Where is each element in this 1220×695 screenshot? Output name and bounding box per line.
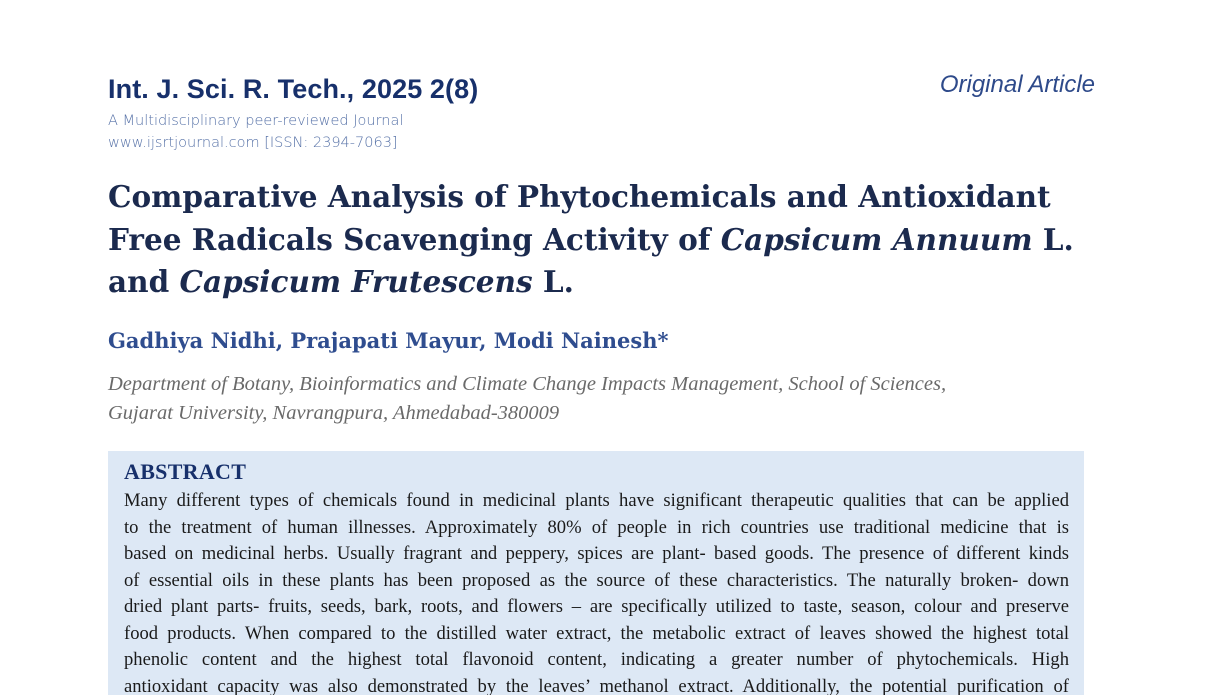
abstract-line: phenolic content and the highest total flavonoid content, indicating a greater number of phytochemicals. High	[124, 649, 1069, 670]
abstract-box	[108, 451, 1084, 695]
title-line-1: Comparative Analysis of Phytochemicals and Antioxidant	[108, 179, 1051, 214]
article-type-label: Original Article	[939, 71, 1095, 98]
abstract-line: of essential oils in these plants has been proposed as the source of these characteristics. The naturally broken- down	[124, 569, 1069, 591]
title-line-2	[108, 219, 1108, 262]
abstract-line: dried plant parts- fruits, seeds, bark, roots, and flowers – are specifically utilized to taste, season, colour and preserve	[124, 596, 1069, 617]
authors: Gadhiya Nidhi, Prajapati Mayur, Modi Nainesh*	[108, 328, 669, 353]
species-name-annuum: Capsicum Annuum	[720, 221, 1033, 257]
abstract-heading: ABSTRACT	[124, 459, 247, 484]
journal-website[interactable]: www.ijsrtjournal.com [ISSN: 2394-7063]	[108, 135, 398, 151]
journal-subtitle: A Multidisciplinary peer-reviewed Journal	[108, 113, 404, 129]
title-line-2-prefix: Free Radicals Scavenging Activity of	[108, 221, 721, 257]
abstract-line: Many different types of chemicals found in medicinal plants have significant therapeutic qualities that can be applied	[124, 490, 1069, 511]
paper-title	[108, 176, 1108, 304]
abstract-body	[124, 488, 1069, 695]
abstract-line: to the treatment of human illnesses. Approximately 80% of people in rich countries use traditional medicine that is	[124, 516, 1069, 538]
species-name-frutescens: Capsicum Frutescens	[179, 264, 533, 299]
title-line-3-suffix: L.	[532, 264, 574, 299]
affiliation	[108, 370, 1068, 427]
affiliation-line-1: Department of Botany, Bioinformatics and Climate Change Impacts Management, School of Sciences,	[108, 373, 947, 395]
abstract-line: food products. When compared to the distilled water extract, the metabolic extract of leaves showed the highest total	[124, 622, 1069, 644]
title-line-3	[108, 261, 1108, 304]
journal-title: Int. J. Sci. R. Tech., 2025 2(8)	[108, 74, 479, 104]
abstract-line: based on medicinal herbs. Usually fragrant and peppery, spices are plant- based goods. The presence of different kinds	[124, 543, 1069, 564]
title-line-2-suffix: L.	[1032, 221, 1074, 257]
affiliation-line-2: Gujarat University, Navrangpura, Ahmedabad-380009	[108, 401, 560, 424]
title-line-3-prefix: and	[108, 264, 180, 299]
abstract-line: antioxidant capacity was also demonstrated by the leaves’ methanol extract. Additionally, the potential purification of	[124, 675, 1069, 695]
